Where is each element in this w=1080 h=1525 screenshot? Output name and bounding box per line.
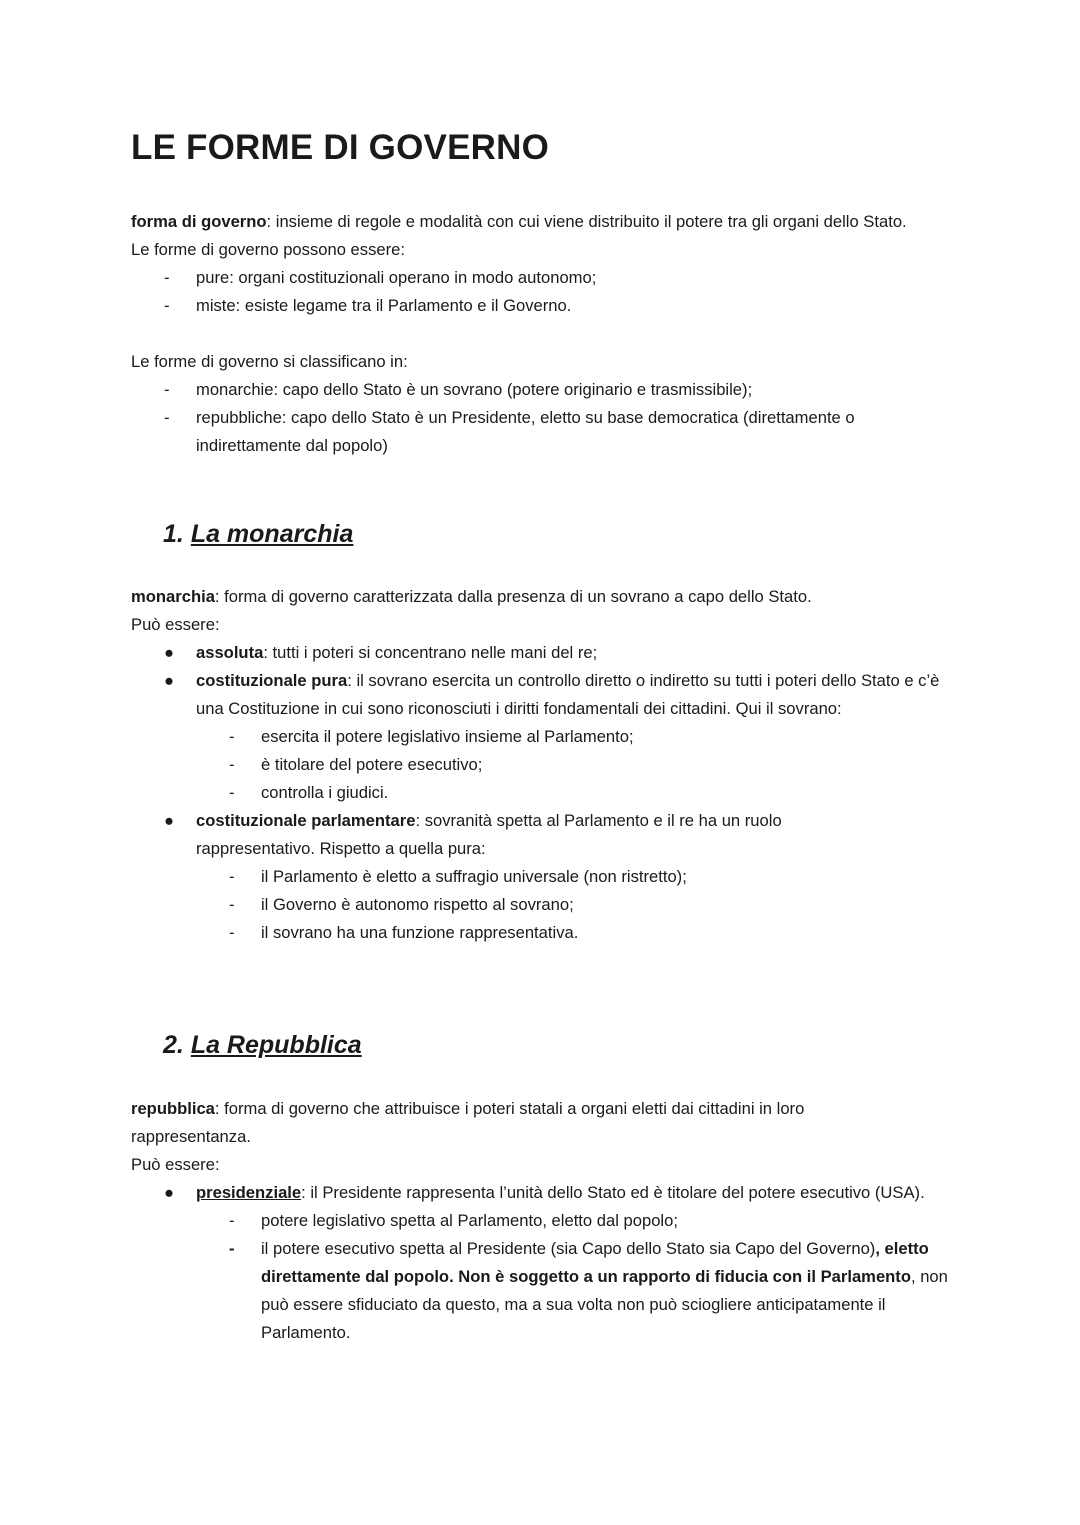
bullet-item: ● costituzionale parlamentare: sovranità spetta al Parlamento e il re ha un ruolo rappresentativo. Rispetto a quella pura: <box>164 811 782 858</box>
bullet-item: ● costituzionale pura: il sovrano esercita un controllo diretto o indiretto su tutti i poteri dello Stato e c’è una Costituzione in cui sono riconosciuti i diritti fondamentali dei cittadini. Qui il sovrano: <box>164 671 940 718</box>
sub-item: - potere legislativo spetta al Parlamento, eletto dal popolo; <box>229 1211 678 1230</box>
item-text: il Governo è autonomo rispetto al sovrano; <box>261 895 574 914</box>
section-heading-repubblica <box>163 1031 362 1060</box>
section-heading-monarchia <box>163 520 353 549</box>
repubblica-section <box>131 1095 948 1347</box>
item-text: pure: organi costituzionali operano in modo autonomo; <box>196 268 597 287</box>
sub-item: - il potere esecutivo spetta al Presidente (sia Capo dello Stato sia Capo del Governo), eletto direttamente dal popolo. Non è soggetto a un rapporto di fiducia con il Parlamento, non può essere sfiduciato da questo, ma a sua volta non può sciogliere anticipatamente il Parlamento. <box>229 1239 948 1342</box>
heading-number: 1. <box>163 520 184 548</box>
term: assoluta <box>196 643 264 662</box>
item-text: monarchie: capo dello Stato è un sovrano (potere originario e trasmissibile); <box>196 380 753 399</box>
bullet-item: ● presidenziale: il Presidente rappresenta l’unità dello Stato ed è titolare del potere esecutivo (USA). <box>164 1183 925 1202</box>
item-text: miste: esiste legame tra il Parlamento e il Governo. <box>196 296 572 315</box>
list-item: - monarchie: capo dello Stato è un sovrano (potere originario e trasmissibile); <box>164 380 753 399</box>
item-text: è titolare del potere esecutivo; <box>261 755 483 774</box>
bullet-item: ● assoluta: tutti i poteri si concentrano nelle mani del re; <box>164 643 598 662</box>
list-item: - repubbliche: capo dello Stato è un Presidente, eletto su base democratica (direttamente o indirettamente dal popolo) <box>164 408 855 455</box>
item-text: : il Presidente rappresenta l’unità dello Stato ed è titolare del potere esecutivo (USA). <box>301 1183 925 1202</box>
definition-text: : insieme di regole e modalità con cui viene distribuito il potere tra gli organi dello Stato. <box>266 212 907 231</box>
sub-item: - il sovrano ha una funzione rappresentativa. <box>229 923 579 942</box>
sub-item: - il Governo è autonomo rispetto al sovrano; <box>229 895 574 914</box>
definition-text: : forma di governo caratterizzata dalla presenza di un sovrano a capo dello Stato. <box>214 587 812 606</box>
item-text: potere legislativo spetta al Parlamento, eletto dal popolo; <box>261 1211 678 1230</box>
repubblica-definition <box>131 1095 921 1151</box>
item-text: repubbliche: capo dello Stato è un Presidente, eletto su base democratica (direttamente o indirettamente dal popolo) <box>196 408 855 455</box>
definition-text: : forma di governo che attribuisce i poteri statali a organi eletti dai cittadini in loro rappresentanza. <box>131 1099 805 1146</box>
term: repubblica <box>131 1099 215 1118</box>
sub-item: - il Parlamento è eletto a suffragio universale (non ristretto); <box>229 867 687 886</box>
item-text: il potere esecutivo spetta al Presidente (sia Capo dello Stato sia Capo del Governo) <box>261 1239 876 1258</box>
can-be-label: Può essere: <box>131 1155 220 1174</box>
sub-item: - esercita il potere legislativo insieme al Parlamento; <box>229 727 634 746</box>
heading-number: 2. <box>163 1031 184 1059</box>
page-title: LE FORME DI GOVERNO <box>131 128 549 167</box>
monarchia-section <box>131 583 946 947</box>
intro-definition <box>131 208 946 236</box>
item-text: il Parlamento è eletto a suffragio universale (non ristretto); <box>261 867 687 886</box>
types-intro: Le forme di governo possono essere: <box>131 240 405 259</box>
item-text: : sovranità spetta al Parlamento e il re ha un ruolo rappresentativo. Rispetto a quella pura: <box>196 811 782 858</box>
item-text-bold: , eletto direttamente dal popolo. Non è soggetto a un rapporto di fiducia con il Parlamento <box>261 1239 929 1286</box>
heading-text: La monarchia <box>190 520 354 548</box>
class-intro: Le forme di governo si classificano in: <box>131 352 408 371</box>
term: costituzionale pura <box>196 671 348 690</box>
sub-item: - è titolare del potere esecutivo; <box>229 755 483 774</box>
item-text: , non può essere sfiduciato da questo, ma a sua volta non può sciogliere anticipatamente il Parlamento. <box>261 1267 948 1342</box>
item-text: controlla i giudici. <box>261 783 389 802</box>
intro-section <box>131 208 946 460</box>
can-be-label: Può essere: <box>131 615 220 634</box>
term: presidenziale <box>196 1183 302 1202</box>
term: forma di governo <box>131 212 267 231</box>
sub-item: - controlla i giudici. <box>229 783 389 802</box>
list-item: - pure: organi costituzionali operano in modo autonomo; <box>164 268 597 287</box>
term: costituzionale parlamentare <box>196 811 416 830</box>
term: monarchia <box>131 587 215 606</box>
item-text: esercita il potere legislativo insieme al Parlamento; <box>261 727 634 746</box>
monarchia-definition <box>131 583 946 611</box>
item-text: il sovrano ha una funzione rappresentativa. <box>261 923 579 942</box>
item-text: : tutti i poteri si concentrano nelle mani del re; <box>263 643 598 662</box>
list-item: - miste: esiste legame tra il Parlamento e il Governo. <box>164 296 572 315</box>
heading-text: La Repubblica <box>190 1031 362 1059</box>
item-text: : il sovrano esercita un controllo diretto o indiretto su tutti i poteri dello Stato e c’è una Costituzione in cui sono riconosciuti i diritti fondamentali dei cittadini. Qui il sovrano: <box>196 671 940 718</box>
